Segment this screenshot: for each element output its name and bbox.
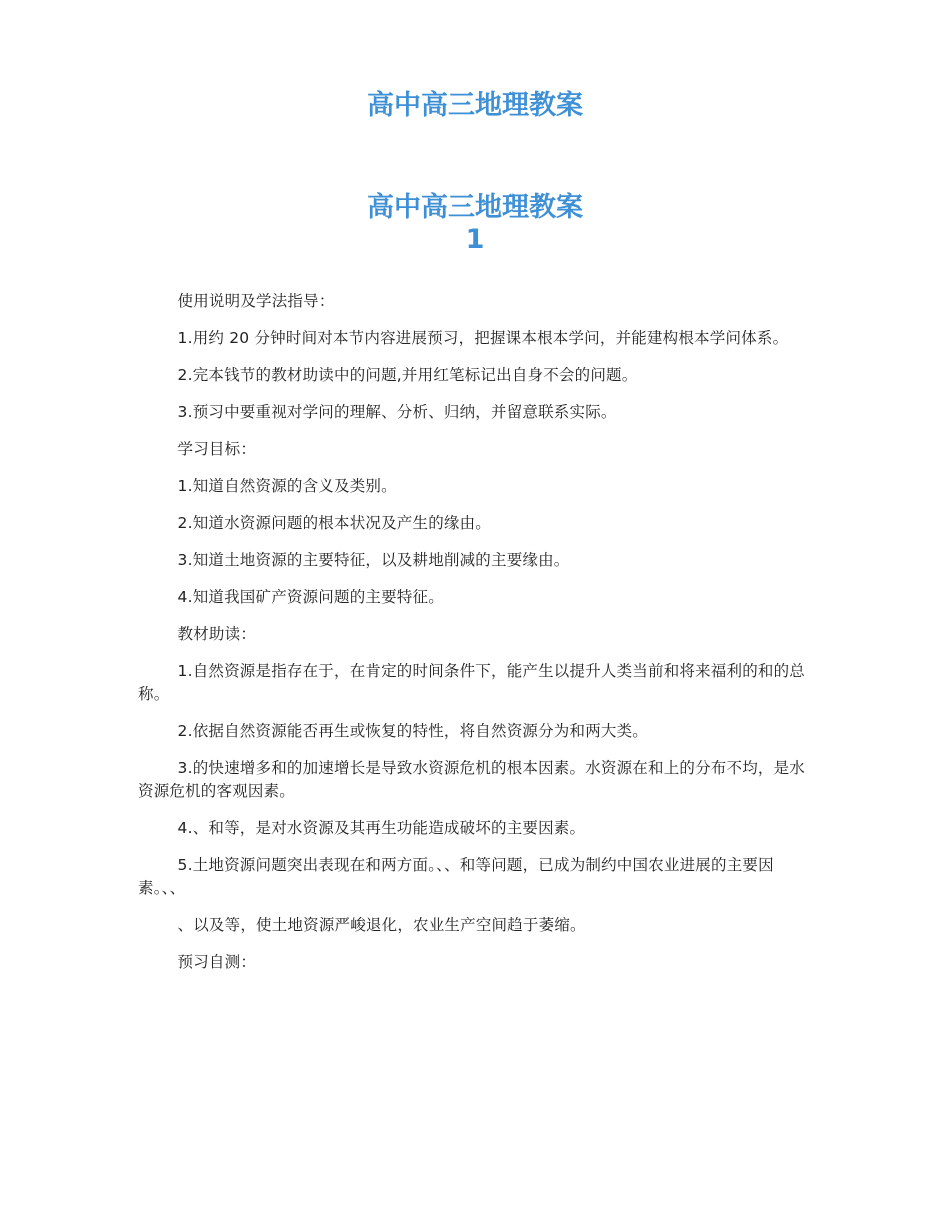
paragraph-reading-heading: 教材助读： [177, 625, 257, 643]
paragraph-reading-4: 4.、和等，是对水资源及其再生功能造成破坏的主要因素。 [177, 819, 586, 837]
paragraph-goal-4: 4.知道我国矿产资源问题的主要特征。 [177, 588, 444, 606]
paragraph-goals-heading: 学习目标： [177, 440, 257, 458]
section-number: 1 [465, 224, 485, 255]
paragraph-reading-3: 3.的快速增多和的加速增长是导致水资源危机的根本因素。水资源在和上的分布不均，是水资源危机的客观因素。 [138, 759, 806, 800]
paragraph-instructions-heading: 使用说明及学法指导： [177, 292, 335, 310]
paragraph-self-test-heading: 预习自测： [177, 953, 257, 971]
paragraph-instruction-1: 1.用约 20 分钟时间对本节内容进展预习，把握课本根本学问，并能建构根本学问体系。 [177, 329, 789, 347]
paragraph-reading-2: 2.依据自然资源能否再生或恢复的特性，将自然资源分为和两大类。 [177, 722, 649, 740]
paragraph-goal-1: 1.知道自然资源的含义及类别。 [177, 477, 397, 495]
document-body [138, 290, 806, 988]
paragraph-reading-5: 5.土地资源问题突出表现在和两方面。、、和等问题，已成为制约中国农业进展的主要因素。、、 [138, 856, 774, 897]
section-title [0, 192, 950, 256]
paragraph-goal-3: 3.知道土地资源的主要特征，以及耕地削减的主要缘由。 [177, 551, 570, 569]
paragraph-reading-5-continued: 、以及等，使土地资源严峻退化，农业生产空间趋于萎缩。 [177, 916, 586, 934]
section-title-text: 高中高三地理教案 [367, 192, 583, 223]
document-title: 高中高三地理教案 [367, 90, 583, 121]
paragraph-instruction-2: 2.完本钱节的教材助读中的问题,并用红笔标记出自身不会的问题。 [177, 366, 638, 384]
paragraph-goal-2: 2.知道水资源问题的根本状况及产生的缘由。 [177, 514, 492, 532]
paragraph-instruction-3: 3.预习中要重视对学问的理解、分析、归纳，并留意联系实际。 [177, 403, 617, 421]
paragraph-reading-1: 1.自然资源是指存在于，在肯定的时间条件下，能产生以提升人类当前和将来福利的和的总称。 [138, 662, 806, 703]
